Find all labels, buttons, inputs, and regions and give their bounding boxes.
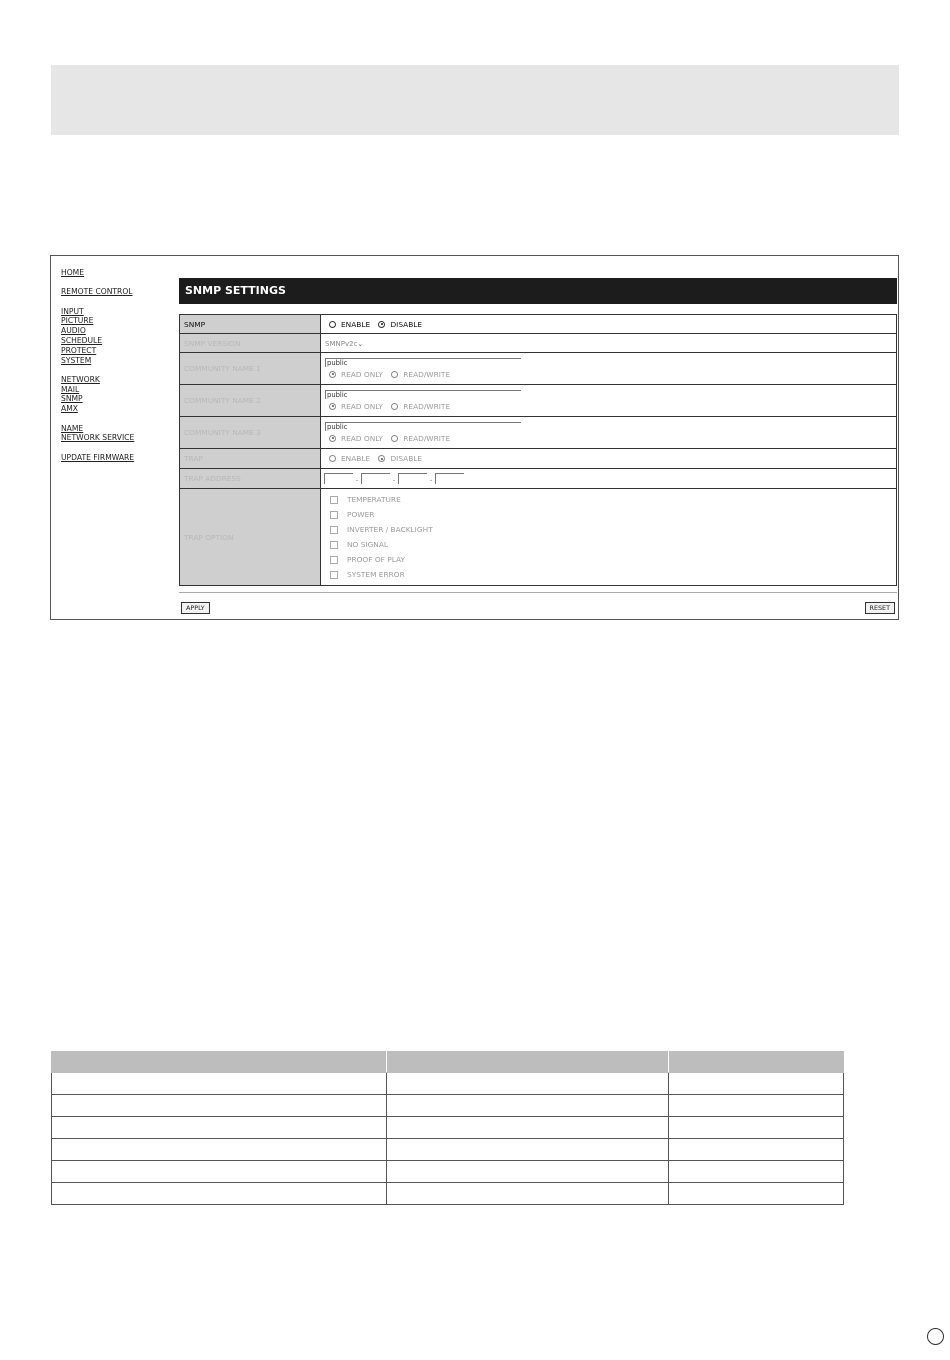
row-snmp-version	[180, 334, 897, 353]
community-2-input[interactable]: public	[325, 390, 521, 399]
trap-enable-label: ENABLE	[341, 454, 371, 464]
ip-separator: .	[429, 474, 433, 483]
trap-option-label-power: POWER	[347, 510, 375, 519]
chevron-down-icon: ⌄	[357, 339, 364, 348]
page-number-circle	[927, 1328, 944, 1345]
snmp-disable-radio[interactable]	[378, 321, 385, 328]
community-2-readwrite-radio[interactable]	[391, 403, 398, 410]
community-1-readonly-radio[interactable]	[329, 371, 336, 378]
nav-link-amx[interactable]: AMX	[61, 404, 78, 414]
side-nav	[61, 268, 171, 472]
table-cell	[669, 1183, 844, 1205]
trap-disable-radio[interactable]	[378, 455, 385, 462]
trap-address-octet-4[interactable]	[435, 473, 464, 484]
table-cell	[669, 1073, 844, 1095]
table-cell	[52, 1139, 387, 1161]
community-2-readwrite-label: READ/WRITE	[403, 401, 451, 411]
table-cell	[52, 1183, 387, 1205]
community-3-readwrite-radio[interactable]	[391, 435, 398, 442]
snmp-value	[321, 315, 897, 334]
community-1-label: COMMUNITY NAME 1	[180, 353, 321, 385]
trap-label: TRAP	[180, 449, 321, 469]
community-1-input[interactable]: public	[325, 358, 521, 367]
trap-option-label-inverter: INVERTER / BACKLIGHT	[347, 525, 433, 534]
ip-separator: .	[392, 474, 396, 483]
trap-address-label: TRAP ADDRESS	[180, 469, 321, 489]
snmp-label: SNMP	[180, 315, 321, 334]
row-trap-option	[180, 489, 897, 586]
nav-group-remote	[61, 287, 171, 297]
table-cell	[386, 1161, 669, 1183]
trap-disable-label: DISABLE	[390, 454, 423, 464]
community-1-value	[321, 353, 897, 385]
trap-option-label: TRAP OPTION	[180, 489, 321, 586]
table-cell	[386, 1117, 669, 1139]
table-cell	[52, 1161, 387, 1183]
table-row	[52, 1073, 844, 1095]
row-snmp	[180, 315, 897, 334]
nav-link-network[interactable]: NETWORK	[61, 374, 100, 384]
nav-link-picture[interactable]: PICTURE	[61, 316, 94, 326]
nav-link-system[interactable]: SYSTEM	[61, 355, 92, 365]
table-row	[52, 1095, 844, 1117]
button-bar	[179, 592, 897, 615]
trap-option-checkbox[interactable]	[330, 511, 338, 519]
table-row	[52, 1183, 844, 1205]
community-3-readwrite-label: READ/WRITE	[403, 433, 451, 443]
web-settings-screenshot	[50, 255, 899, 620]
table-cell	[386, 1183, 669, 1205]
table-cell	[669, 1161, 844, 1183]
trap-option-label-temperature: TEMPERATURE	[347, 495, 401, 504]
nav-link-audio[interactable]: AUDIO	[61, 326, 86, 336]
table-cell	[669, 1139, 844, 1161]
table-cell	[669, 1095, 844, 1117]
snmp-version-select[interactable]	[325, 340, 363, 348]
nav-link-protect[interactable]: PROTECT	[61, 345, 97, 355]
trap-option-checkbox[interactable]	[330, 541, 338, 549]
trap-value	[321, 449, 897, 469]
table-header-cell	[669, 1052, 844, 1073]
community-3-label: COMMUNITY NAME 3	[180, 417, 321, 449]
community-3-readonly-label: READ ONLY	[341, 433, 383, 443]
trap-address-octet-2[interactable]	[361, 473, 390, 484]
nav-group-home	[61, 268, 171, 278]
nav-group-display	[61, 307, 171, 366]
snmp-enable-radio[interactable]	[329, 321, 336, 328]
table-cell	[386, 1139, 669, 1161]
snmp-version-label: SNMP VERSION	[180, 334, 321, 353]
trap-address-octet-1[interactable]	[324, 473, 353, 484]
trap-address-octet-3[interactable]	[398, 473, 427, 484]
header-band	[51, 65, 899, 135]
community-3-value	[321, 417, 897, 449]
table-header-cell	[386, 1052, 669, 1073]
nav-group-name	[61, 424, 171, 444]
trap-option-label-proof-of-play: PROOF OF PLAY	[347, 555, 405, 564]
snmp-enable-label: ENABLE	[341, 319, 371, 329]
bottom-table	[51, 1051, 844, 1205]
snmp-disable-label: DISABLE	[390, 319, 423, 329]
community-1-readwrite-label: READ/WRITE	[403, 369, 451, 379]
page-title: SNMP SETTINGS	[179, 278, 897, 304]
community-2-value	[321, 385, 897, 417]
trap-address-value	[321, 469, 897, 489]
settings-content	[179, 278, 897, 612]
nav-group-network	[61, 375, 171, 414]
trap-option-checkbox[interactable]	[330, 571, 338, 579]
nav-link-update-firmware[interactable]: UPDATE FIRMWARE	[61, 452, 135, 462]
trap-option-checkbox[interactable]	[330, 526, 338, 534]
table-cell	[386, 1073, 669, 1095]
table-cell	[386, 1095, 669, 1117]
nav-link-remote-control[interactable]: REMOTE CONTROL	[61, 287, 133, 297]
nav-link-mail[interactable]: MAIL	[61, 384, 80, 394]
trap-option-label-no-signal: NO SIGNAL	[347, 540, 388, 549]
table-row	[52, 1139, 844, 1161]
nav-link-network-service[interactable]: NETWORK SERVICE	[61, 433, 135, 443]
trap-option-value	[321, 489, 897, 586]
nav-group-firmware	[61, 453, 171, 463]
table-cell	[52, 1073, 387, 1095]
community-1-readwrite-radio[interactable]	[391, 371, 398, 378]
trap-enable-radio[interactable]	[329, 455, 336, 462]
community-2-readonly-radio[interactable]	[329, 403, 336, 410]
table-row	[52, 1161, 844, 1183]
nav-link-home[interactable]: HOME	[61, 268, 85, 277]
snmp-version-value	[321, 334, 897, 353]
community-2-readonly-label: READ ONLY	[341, 401, 383, 411]
row-community-2	[180, 385, 897, 417]
row-trap-address	[180, 469, 897, 489]
community-3-input[interactable]: public	[325, 422, 521, 431]
table-header-row	[52, 1052, 844, 1073]
trap-option-checkbox[interactable]	[330, 556, 338, 564]
table-cell	[52, 1117, 387, 1139]
ip-separator: .	[355, 474, 359, 483]
reset-button[interactable]: RESET	[865, 602, 895, 614]
community-2-label: COMMUNITY NAME 2	[180, 385, 321, 417]
table-cell	[52, 1095, 387, 1117]
snmp-version-selected: SMNPv2c	[325, 339, 358, 348]
nav-link-snmp[interactable]: SNMP	[61, 394, 83, 404]
community-1-readonly-label: READ ONLY	[341, 369, 383, 379]
row-community-1	[180, 353, 897, 385]
table-row	[52, 1117, 844, 1139]
table-header-cell	[52, 1052, 387, 1073]
trap-option-label-system-error: SYSTEM ERROR	[347, 570, 405, 579]
nav-link-name[interactable]: NAME	[61, 423, 84, 433]
apply-button[interactable]: APPLY	[181, 602, 210, 614]
row-trap	[180, 449, 897, 469]
trap-option-checkbox[interactable]	[330, 496, 338, 504]
community-3-readonly-radio[interactable]	[329, 435, 336, 442]
nav-link-schedule[interactable]: SCHEDULE	[61, 335, 103, 345]
nav-link-input[interactable]: INPUT	[61, 306, 84, 316]
row-community-3	[180, 417, 897, 449]
snmp-settings-form	[179, 314, 897, 586]
table-cell	[669, 1117, 844, 1139]
